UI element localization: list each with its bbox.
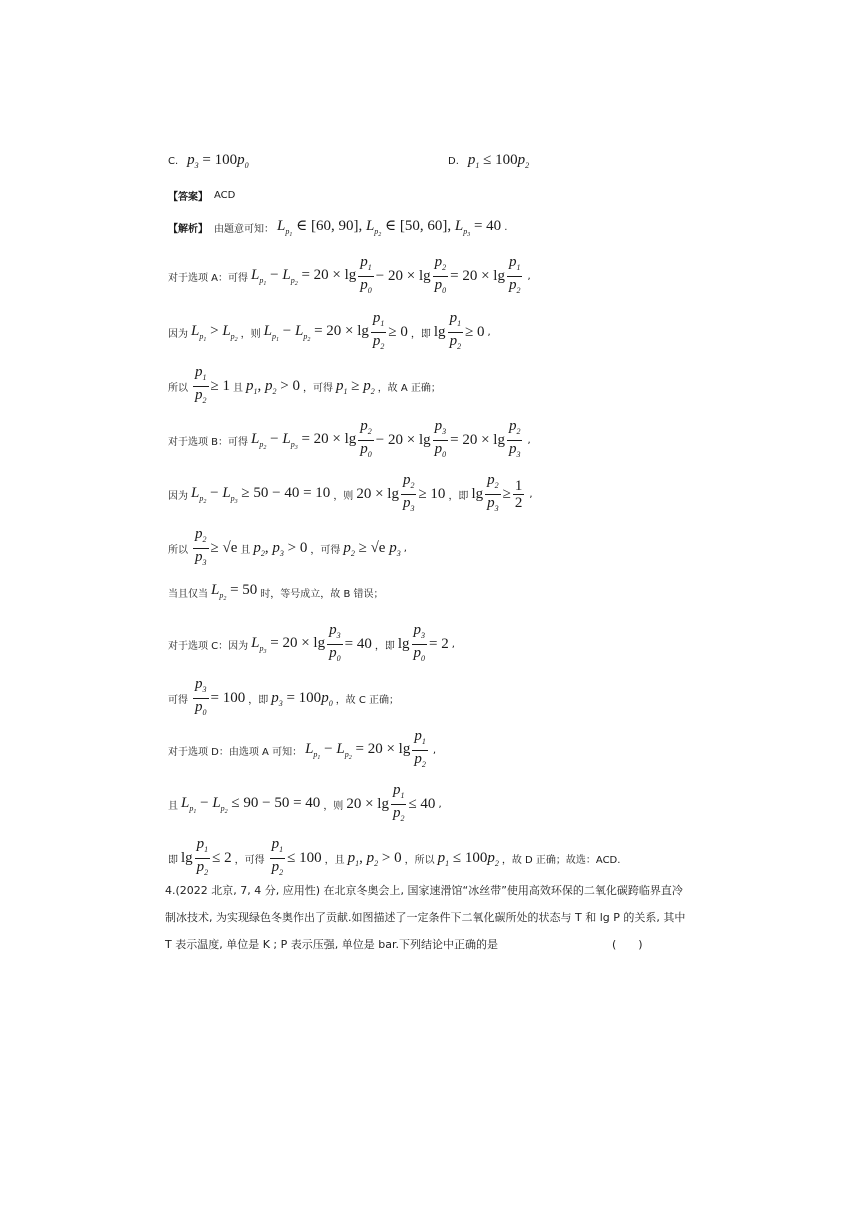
option-b-derivation: 对于选项 B：可得 $L_{p_2} - L_{p_3} = 20 \times \lg$ $\frac{p_2}{p_0}$ − 20 × lg $\frac{p_3}{p_0}$ = 20 × lg $\frac{p_2}{p_3}$ ,: [168, 418, 531, 459]
question-4-line-1: 4.(2022 北京, 7, 4 分, 应用性) 在北京冬奥会上, 国家速滑馆“冰丝带”使用高效环保的二氧化碳跨临界直冷: [165, 884, 683, 897]
analysis-intro: 【解析】 由题意可知： $L_{p_1}$ ∈ [60, 90], $L_{p_2}$ ∈ [50, 60], $L_{p_3} = 40$ .: [168, 218, 508, 238]
option-a-step3: 所以 $\frac{p_1}{p_2}$ ≥ 1 且 $p_1$, $p_2 > 0$ ，可得 $p_1 \ge p_2$ ，故 A 正确；: [168, 364, 441, 405]
answer-value: ACD: [214, 190, 236, 201]
option-d-expr: $p_1 \le 100p_2$: [467, 152, 530, 170]
option-b-step4: 当且仅当 $L_{p_2} = 50$ 时，等号成立，故 B 错误；: [168, 582, 384, 602]
option-c-derivation: 对于选项 C：因为 $L_{p_3} = 20 \times \lg$ $\frac{p_3}{p_0}$ = 40 ，即 lg $\frac{p_3}{p_0}$ = 2 ,: [168, 622, 455, 663]
option-d-step2: 且 $L_{p_1} - L_{p_2} \le 90 - 50 = 40$ ，则 20 × lg $\frac{p_1}{p_2}$ ≤ 40 ,: [168, 782, 442, 823]
answer-line: [165, 188, 238, 203]
option-c-step2: 可得 $\frac{p_3}{p_0}$ = 100 ，即 $p_3 = 100p_0$ ，故 C 正确；: [168, 676, 400, 717]
option-d-label: D.: [448, 155, 459, 167]
option-b-step2: 因为 $L_{p_2} - L_{p_3} \ge 50 - 40 = 10$ ，则 20 × lg $\frac{p_2}{p_3}$ ≥ 10 ，即 lg $\frac{p_2}{p_3}$ ≥ $\frac{1}{2}$ ,: [168, 472, 533, 513]
option-a-step2: 因为 $L_{p_1} > L_{p_2}$ ，则 $L_{p_1} - L_{p_2} = 20 \times \lg$ $\frac{p_1}{p_2}$ ≥ 0 ，即 lg $\frac{p_1}{p_2}$ ≥ 0 ,: [168, 310, 491, 351]
question-4-line-2: 制冰技术, 为实现绿色冬奥作出了贡献.如图描述了一定条件下二氧化碳所处的状态与 T 和 lg P 的关系, 其中: [165, 911, 686, 924]
option-d-derivation: 对于选项 D：由选项 A 可知： $L_{p_1} - L_{p_2} = 20 \times \lg$ $\frac{p_1}{p_2}$ ,: [168, 728, 437, 769]
analysis-tag: 【解析】: [168, 223, 208, 235]
answer-bracket: ( ): [612, 938, 643, 951]
option-c-expr: $p_3 = 100p_0$: [187, 152, 249, 170]
option-c-label: C.: [168, 155, 179, 167]
option-b-step3: 所以 $\frac{p_2}{p_3}$ ≥ √e 且 $p_2$, $p_3 > 0$ ，可得 $p_2 \ge √e$ $p_3$ ,: [168, 526, 407, 567]
answer-tag: 【答案】: [168, 192, 208, 203]
question-4-line-3: T 表示温度, 单位是 K ; P 表示压强, 单位是 bar.下列结论中正确的是: [165, 938, 498, 951]
given-ranges: $L_{p_1}$ ∈ [60, 90], $L_{p_2}$ ∈ [50, 60], $L_{p_3} = 40$: [277, 218, 502, 238]
option-c: [165, 152, 249, 170]
option-d-step3: 即 lg $\frac{p_1}{p_2}$ ≤ 2 ，可得 $\frac{p_1}{p_2}$ ≤ 100 ，且 $p_1$, $p_2 > 0$ ，所以 $p_1 \le 100p_2$ ，故 D 正确；故选：ACD.: [168, 836, 621, 877]
option-a-derivation: 对于选项 A：可得 $L_{p_1} - L_{p_2} = 20 \times \lg$ $\frac{p_1}{p_0}$ − 20 × lg $\frac{p_2}{p_0}$ = 20 × lg $\frac{p_1}{p_2}$ ,: [168, 254, 531, 295]
option-d: [445, 152, 529, 170]
